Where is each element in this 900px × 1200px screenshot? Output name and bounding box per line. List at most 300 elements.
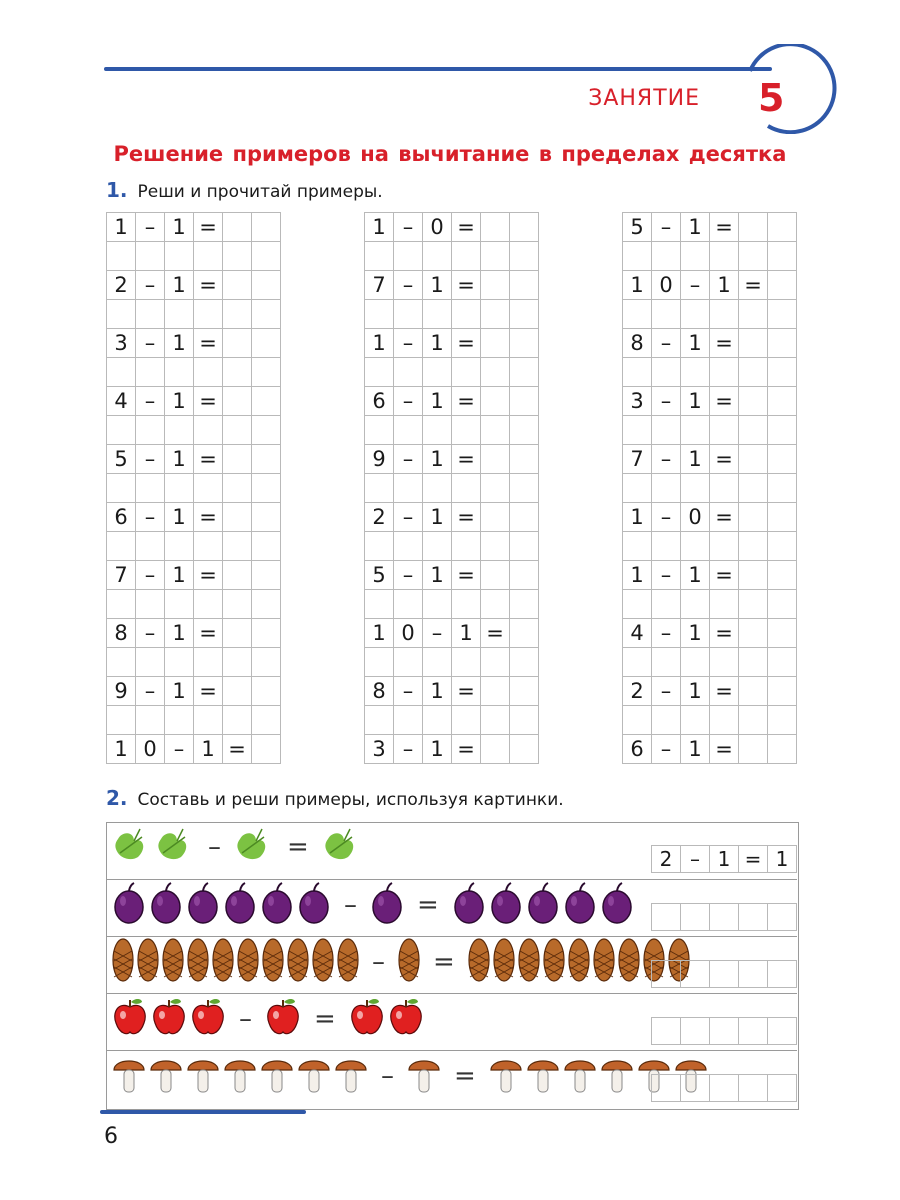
grid-cell xyxy=(423,474,452,503)
grid-cell xyxy=(652,706,681,735)
exercise-token: 3 xyxy=(107,329,136,358)
answer-cells xyxy=(651,845,797,873)
exercise-token: 1 xyxy=(165,387,194,416)
grid-cell xyxy=(223,242,252,271)
grid-cell xyxy=(623,242,652,271)
grid-cell xyxy=(481,474,510,503)
grid-cell xyxy=(423,532,452,561)
grid-cell xyxy=(623,358,652,387)
grid-cell xyxy=(510,271,539,300)
mushroom-icon xyxy=(600,1052,634,1100)
grid-cell xyxy=(423,242,452,271)
grid-cell xyxy=(739,503,768,532)
grid-cell xyxy=(652,358,681,387)
exercise-token: 1 xyxy=(365,329,394,358)
apple-icon xyxy=(265,997,301,1041)
exercise-token: 1 xyxy=(681,445,710,474)
grid-cell xyxy=(223,416,252,445)
exercise-token: 1 xyxy=(681,387,710,416)
grid-cell xyxy=(652,532,681,561)
grid-cell xyxy=(481,242,510,271)
grid-cell xyxy=(365,242,394,271)
minus-sign: – xyxy=(208,832,221,862)
plum-icon xyxy=(600,881,634,929)
grid-cell xyxy=(107,474,136,503)
grid-cell xyxy=(481,706,510,735)
answer-cell[interactable] xyxy=(710,1018,739,1045)
grid-cell xyxy=(481,300,510,329)
plum-icon xyxy=(260,881,294,929)
grid-cell xyxy=(481,735,510,764)
grid-cell xyxy=(623,532,652,561)
exercise-token: = xyxy=(710,213,739,242)
exercise-token: 1 xyxy=(423,677,452,706)
grid-cell xyxy=(739,619,768,648)
exercise-token: = xyxy=(710,445,739,474)
exercise-token: – xyxy=(652,213,681,242)
answer-cell[interactable]: 1 xyxy=(768,846,797,873)
exercise-token: = xyxy=(452,735,481,764)
grid-cell xyxy=(681,300,710,329)
answer-cell[interactable] xyxy=(652,1018,681,1045)
exercise-token: 8 xyxy=(365,677,394,706)
grid-cell xyxy=(739,358,768,387)
exercise-token: = xyxy=(452,445,481,474)
grid-cell xyxy=(394,590,423,619)
exercise-token: 1 xyxy=(165,561,194,590)
mushroom-icon xyxy=(112,1052,146,1100)
exercise-token: = xyxy=(710,329,739,358)
answer-cell[interactable] xyxy=(681,1075,710,1102)
grid-cell xyxy=(423,590,452,619)
grid-cell xyxy=(365,648,394,677)
minus-sign: – xyxy=(381,1061,394,1091)
grid-cell xyxy=(107,300,136,329)
grid-cell xyxy=(136,300,165,329)
exercise-token: = xyxy=(194,503,223,532)
picture-problem-row xyxy=(106,879,797,930)
grid-cell xyxy=(739,590,768,619)
grid-cell xyxy=(739,677,768,706)
grid-cell xyxy=(252,735,281,764)
exercise-token: – xyxy=(394,503,423,532)
exercise-token: 1 xyxy=(452,619,481,648)
grid-cell xyxy=(681,532,710,561)
answer-cell[interactable] xyxy=(739,1075,768,1102)
pinecone-icon xyxy=(262,937,284,987)
grid-cell xyxy=(252,300,281,329)
grid-cell xyxy=(252,648,281,677)
exercise-token: 1 xyxy=(423,387,452,416)
grid-cell xyxy=(481,271,510,300)
minus-sign: – xyxy=(372,947,385,977)
exercise-token: 1 xyxy=(107,213,136,242)
exercise-token: – xyxy=(136,329,165,358)
grid-cell xyxy=(768,532,797,561)
exercise-token: – xyxy=(394,677,423,706)
exercise-token: 1 xyxy=(423,735,452,764)
answer-cell[interactable] xyxy=(739,961,768,988)
grid-cell xyxy=(623,474,652,503)
exercise-token: = xyxy=(194,271,223,300)
equals-sign: = xyxy=(454,1061,476,1091)
exercise-token: – xyxy=(394,213,423,242)
equals-sign: = xyxy=(417,890,439,920)
pinecone-icon xyxy=(212,937,234,987)
grid-cell xyxy=(739,416,768,445)
grid-cell xyxy=(652,590,681,619)
pinecone-icon xyxy=(518,937,540,987)
exercise-token: = xyxy=(194,329,223,358)
grid-cell xyxy=(252,590,281,619)
grid-cell xyxy=(652,242,681,271)
grid-cell xyxy=(481,416,510,445)
grid-cell xyxy=(452,300,481,329)
exercise-token: 0 xyxy=(652,271,681,300)
answer-cell[interactable]: 2 xyxy=(652,846,681,873)
grid-cell xyxy=(452,706,481,735)
grid-cell xyxy=(739,561,768,590)
pinecone-icon xyxy=(568,937,590,987)
answer-cell[interactable] xyxy=(681,904,710,931)
exercise-token: – xyxy=(652,503,681,532)
grid-cell xyxy=(510,416,539,445)
answer-cell[interactable] xyxy=(652,1075,681,1102)
grid-cell xyxy=(165,358,194,387)
grid-cell xyxy=(739,300,768,329)
grid-cell xyxy=(710,474,739,503)
exercise-token: 9 xyxy=(107,677,136,706)
plum-icon xyxy=(370,881,404,929)
grid-cell xyxy=(452,648,481,677)
exercise-token: 7 xyxy=(623,445,652,474)
grid-cell xyxy=(165,416,194,445)
exercise-token: – xyxy=(136,213,165,242)
grid-cell xyxy=(481,329,510,358)
mushroom-icon xyxy=(260,1052,294,1100)
grid-cell xyxy=(136,590,165,619)
grid-cell xyxy=(394,242,423,271)
exercise-token: 1 xyxy=(423,271,452,300)
grid-cell xyxy=(768,387,797,416)
grid-cell xyxy=(510,677,539,706)
grid-cell xyxy=(252,677,281,706)
grid-cell xyxy=(510,503,539,532)
grid-cell xyxy=(510,445,539,474)
answer-cells xyxy=(651,960,797,988)
exercise-token: 0 xyxy=(423,213,452,242)
grid-cell xyxy=(481,445,510,474)
grid-cell xyxy=(510,735,539,764)
grid-cell xyxy=(623,300,652,329)
exercise-token: – xyxy=(136,561,165,590)
grid-cell xyxy=(223,648,252,677)
task1-number: 1. xyxy=(106,178,128,202)
exercise-token: = xyxy=(194,445,223,474)
exercise-token: 6 xyxy=(107,503,136,532)
exercise-token: – xyxy=(394,445,423,474)
exercise-token: 1 xyxy=(107,735,136,764)
exercise-token: 1 xyxy=(623,271,652,300)
exercise-token: 1 xyxy=(681,329,710,358)
exercise-token: – xyxy=(652,329,681,358)
grid-cell xyxy=(252,213,281,242)
exercise-token: 7 xyxy=(107,561,136,590)
exercise-token: = xyxy=(710,503,739,532)
exercise-token: 3 xyxy=(365,735,394,764)
answer-cell[interactable] xyxy=(652,961,681,988)
apple-icon xyxy=(151,997,187,1041)
picture-problem-row xyxy=(106,936,797,987)
exercise-token: 5 xyxy=(365,561,394,590)
leaf-icon xyxy=(112,825,152,869)
grid-cell xyxy=(107,416,136,445)
answer-cell[interactable]: – xyxy=(681,846,710,873)
exercise-token: – xyxy=(136,619,165,648)
exercise-token: 1 xyxy=(165,329,194,358)
exercise-token: = xyxy=(194,387,223,416)
exercise-token: = xyxy=(452,271,481,300)
exercise-token: – xyxy=(136,503,165,532)
grid-cell xyxy=(252,532,281,561)
exercise-grid-1 xyxy=(106,212,281,764)
grid-cell xyxy=(681,358,710,387)
exercise-token: 1 xyxy=(365,213,394,242)
answer-cell[interactable] xyxy=(768,1018,797,1045)
exercise-token: 0 xyxy=(681,503,710,532)
grid-cell xyxy=(194,532,223,561)
exercise-token: 1 xyxy=(165,445,194,474)
grid-cell xyxy=(768,358,797,387)
grid-cell xyxy=(452,358,481,387)
answer-cell[interactable] xyxy=(710,961,739,988)
grid-cell xyxy=(710,532,739,561)
answer-cell[interactable] xyxy=(768,961,797,988)
grid-cell xyxy=(194,416,223,445)
exercise-token: 5 xyxy=(623,213,652,242)
grid-cell xyxy=(481,648,510,677)
grid-cell xyxy=(710,648,739,677)
answer-cells xyxy=(651,1017,797,1045)
answer-cell[interactable]: = xyxy=(739,846,768,873)
exercise-token: – xyxy=(394,561,423,590)
task2-instruction: Составь и реши примеры, используя картинки. xyxy=(137,790,564,810)
grid-cell xyxy=(710,590,739,619)
grid-cell xyxy=(768,445,797,474)
answer-cell[interactable] xyxy=(739,904,768,931)
exercise-grid-3 xyxy=(622,212,797,764)
exercise-token: 1 xyxy=(165,271,194,300)
mushroom-icon xyxy=(149,1052,183,1100)
grid-cell xyxy=(223,445,252,474)
grid-cell xyxy=(739,242,768,271)
grid-cell xyxy=(394,706,423,735)
answer-cell[interactable] xyxy=(768,904,797,931)
grid-cell xyxy=(452,242,481,271)
grid-cell xyxy=(652,648,681,677)
exercise-token: = xyxy=(710,735,739,764)
exercise-token: = xyxy=(452,387,481,416)
grid-cell xyxy=(739,532,768,561)
minus-sign: – xyxy=(239,1004,252,1034)
exercise-token: = xyxy=(452,503,481,532)
task1-heading xyxy=(106,178,383,202)
exercise-token: 3 xyxy=(623,387,652,416)
exercise-token: = xyxy=(710,561,739,590)
grid-cell xyxy=(510,213,539,242)
exercise-token: = xyxy=(452,213,481,242)
apple-icon xyxy=(190,997,226,1041)
exercise-token: 1 xyxy=(681,213,710,242)
exercise-token: 2 xyxy=(107,271,136,300)
pinecone-icon xyxy=(337,937,359,987)
exercise-token: – xyxy=(136,271,165,300)
answer-cell[interactable] xyxy=(710,904,739,931)
answer-cell[interactable] xyxy=(652,904,681,931)
exercise-token: 0 xyxy=(136,735,165,764)
pinecone-icon xyxy=(112,937,134,987)
pinecone-icon xyxy=(312,937,334,987)
grid-cell xyxy=(165,590,194,619)
exercise-token: = xyxy=(710,677,739,706)
grid-cell xyxy=(739,706,768,735)
grid-cell xyxy=(223,387,252,416)
exercise-token: 6 xyxy=(365,387,394,416)
exercise-token: – xyxy=(652,677,681,706)
exercise-token: 9 xyxy=(365,445,394,474)
answer-cell[interactable] xyxy=(739,1018,768,1045)
pinecone-icon xyxy=(618,937,640,987)
exercise-token: 2 xyxy=(623,677,652,706)
lesson-number: 5 xyxy=(758,76,785,120)
answer-cell[interactable] xyxy=(768,1075,797,1102)
grid-cell xyxy=(194,590,223,619)
exercise-token: 1 xyxy=(681,677,710,706)
mushroom-icon xyxy=(297,1052,331,1100)
exercise-token: – xyxy=(652,387,681,416)
grid-cell xyxy=(423,358,452,387)
grid-cell xyxy=(510,474,539,503)
grid-cell xyxy=(223,503,252,532)
leaf-icon xyxy=(322,825,362,869)
grid-cell xyxy=(739,474,768,503)
plum-icon xyxy=(452,881,486,929)
answer-cell[interactable] xyxy=(681,1018,710,1045)
grid-cell xyxy=(768,213,797,242)
grid-cell xyxy=(652,416,681,445)
exercise-token: – xyxy=(136,387,165,416)
grid-cell xyxy=(252,358,281,387)
plum-icon xyxy=(489,881,523,929)
grid-cell xyxy=(481,213,510,242)
pinecone-icon xyxy=(468,937,490,987)
grid-cell xyxy=(252,416,281,445)
grid-cell xyxy=(481,677,510,706)
pinecone-icon xyxy=(493,937,515,987)
grid-cell xyxy=(452,416,481,445)
grid-cell xyxy=(194,300,223,329)
grid-cell xyxy=(768,242,797,271)
page-title: Решение примеров на вычитание в пределах десятка xyxy=(113,142,787,166)
pinecone-icon xyxy=(187,937,209,987)
grid-cell xyxy=(481,387,510,416)
exercise-token: 7 xyxy=(365,271,394,300)
grid-cell xyxy=(510,329,539,358)
grid-cell xyxy=(739,648,768,677)
grid-cell xyxy=(710,242,739,271)
grid-cell xyxy=(623,648,652,677)
grid-cell xyxy=(768,474,797,503)
exercise-token: – xyxy=(394,329,423,358)
grid-cell xyxy=(365,590,394,619)
exercise-token: 1 xyxy=(165,677,194,706)
grid-cell xyxy=(768,648,797,677)
plum-icon xyxy=(563,881,597,929)
exercise-token: = xyxy=(481,619,510,648)
grid-cell xyxy=(510,706,539,735)
mushroom-icon xyxy=(186,1052,220,1100)
exercise-token: 8 xyxy=(623,329,652,358)
grid-cell xyxy=(681,416,710,445)
grid-cell xyxy=(136,532,165,561)
exercise-token: 1 xyxy=(423,561,452,590)
grid-cell xyxy=(394,474,423,503)
grid-cell xyxy=(223,300,252,329)
plum-icon xyxy=(149,881,183,929)
leaf-icon xyxy=(155,825,195,869)
grid-cell xyxy=(768,271,797,300)
grid-cell xyxy=(768,329,797,358)
grid-cell xyxy=(623,416,652,445)
exercise-token: – xyxy=(652,735,681,764)
grid-cell xyxy=(252,242,281,271)
grid-cell xyxy=(223,561,252,590)
grid-cell xyxy=(165,474,194,503)
grid-cell xyxy=(394,416,423,445)
pinecone-icon xyxy=(237,937,259,987)
grid-cell xyxy=(223,271,252,300)
grid-cell xyxy=(394,300,423,329)
answer-cell[interactable] xyxy=(681,961,710,988)
exercise-token: 2 xyxy=(365,503,394,532)
grid-cell xyxy=(107,532,136,561)
grid-cell xyxy=(510,387,539,416)
grid-cell xyxy=(768,677,797,706)
grid-cell xyxy=(768,619,797,648)
grid-cell xyxy=(452,590,481,619)
exercise-token: = xyxy=(452,561,481,590)
answer-cell[interactable] xyxy=(710,1075,739,1102)
grid-cell xyxy=(681,474,710,503)
grid-cell xyxy=(394,358,423,387)
grid-cell xyxy=(107,590,136,619)
grid-cell xyxy=(107,648,136,677)
exercise-token: – xyxy=(652,561,681,590)
exercise-token: 1 xyxy=(165,213,194,242)
grid-cell xyxy=(252,387,281,416)
grid-cell xyxy=(394,532,423,561)
grid-cell xyxy=(510,242,539,271)
exercise-token: 1 xyxy=(623,503,652,532)
pinecone-icon xyxy=(593,937,615,987)
exercise-token: = xyxy=(710,387,739,416)
grid-cell xyxy=(510,648,539,677)
exercise-token: 1 xyxy=(165,503,194,532)
grid-cell xyxy=(194,474,223,503)
grid-cell xyxy=(223,329,252,358)
plum-icon xyxy=(526,881,560,929)
answer-cell[interactable]: 1 xyxy=(710,846,739,873)
